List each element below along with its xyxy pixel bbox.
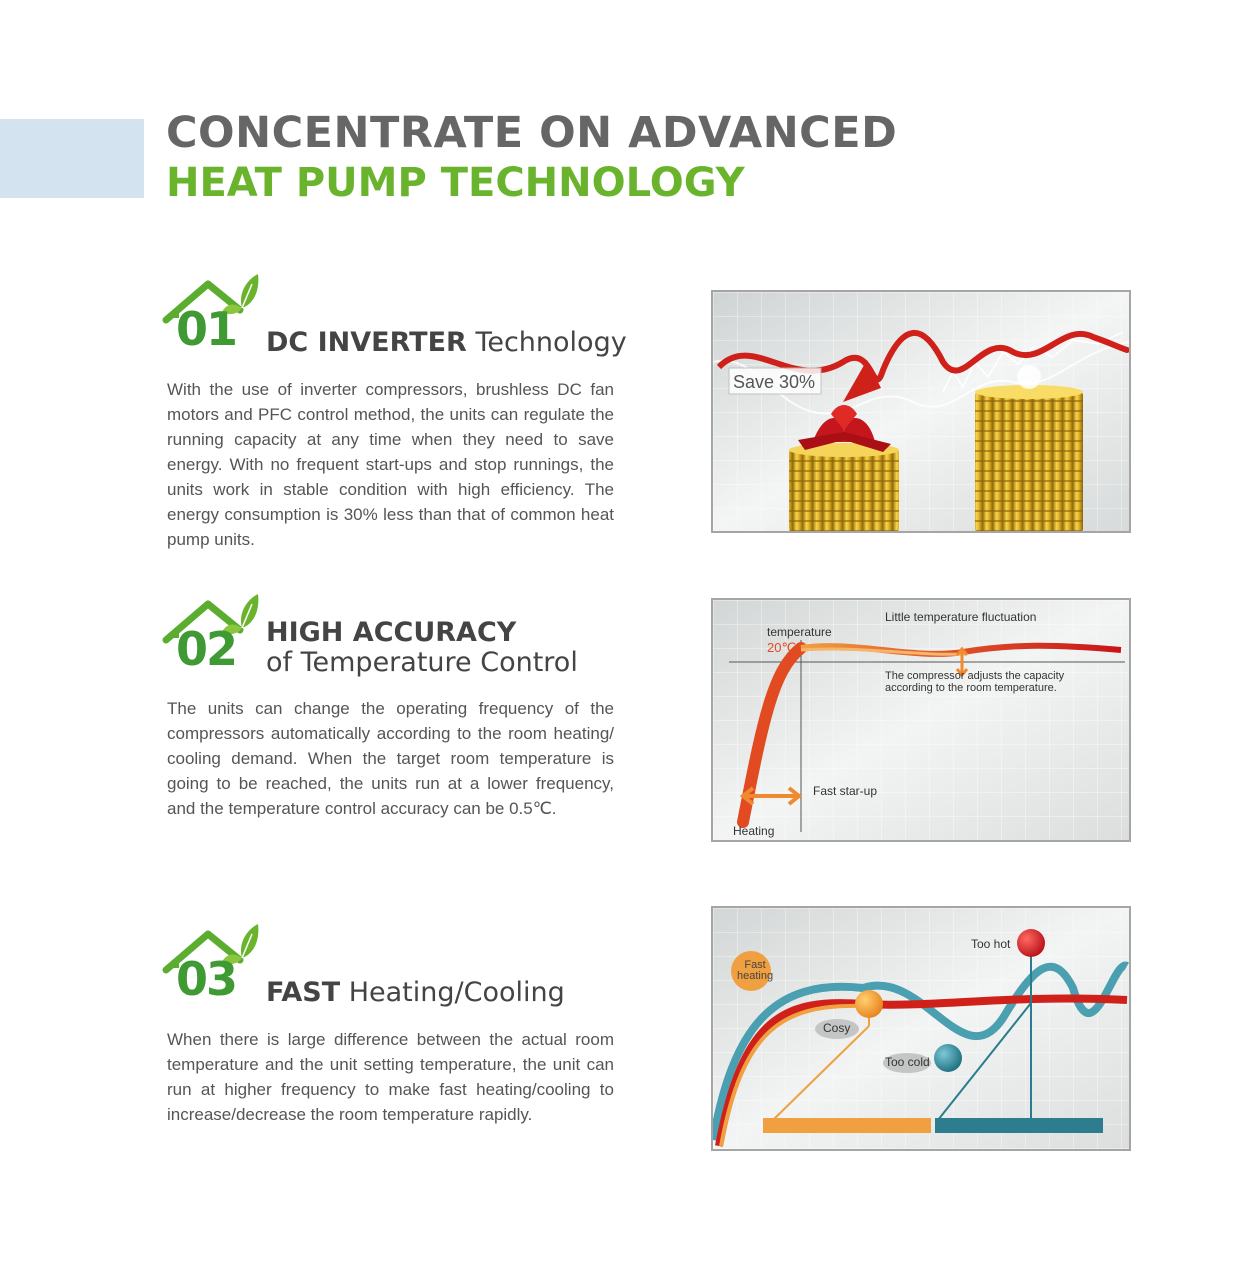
setpoint-label: 20℃ bbox=[767, 640, 797, 655]
house-leaf-icon bbox=[162, 272, 262, 362]
compressor-note bbox=[885, 670, 1064, 694]
feature-title bbox=[266, 328, 627, 358]
fast-heating-line-2: heating bbox=[737, 970, 774, 982]
energy-saving-image bbox=[711, 290, 1131, 533]
fast-start-label: Fast star-up bbox=[813, 784, 878, 798]
headline-line-1: CONCENTRATE ON ADVANCED bbox=[166, 108, 898, 158]
feature-title-rest: Technology bbox=[475, 327, 627, 358]
temperature-axis-label: temperature bbox=[767, 625, 832, 639]
feature-description: With the use of inverter compressors, brushless DC fan motors and PFC control method, the units can regulate the running capacity at any time when they need to save energy. With no frequent start-ups and stop runnings, the units work in stable condition with high efficiency. The energy consumption is 30% less than that of common heat pump units. bbox=[167, 380, 614, 549]
feature-title bbox=[266, 978, 565, 1008]
compressor-note-line-2: according to the room temperature. bbox=[885, 682, 1057, 694]
too-hot-label: Too hot bbox=[971, 937, 1011, 951]
save-label: Save 30% bbox=[733, 372, 816, 392]
fluctuation-label: Little temperature fluctuation bbox=[885, 610, 1037, 624]
feature-title-bold: DC INVERTER bbox=[266, 327, 467, 358]
feature-title-bold: FAST bbox=[266, 977, 341, 1008]
header-accent-bar bbox=[0, 119, 144, 198]
feature-title-rest: of Temperature Control bbox=[266, 647, 578, 678]
fast-heating-line-1: Fast bbox=[744, 959, 766, 971]
feature-number: 02 bbox=[176, 622, 237, 676]
temperature-accuracy-image bbox=[711, 598, 1131, 842]
feature-title-bold: HIGH ACCURACY bbox=[266, 617, 517, 648]
house-leaf-icon bbox=[162, 922, 262, 1012]
feature-number: 03 bbox=[176, 952, 237, 1006]
feature-description: When there is large difference between the actual room temperature and the unit setting temperature, the unit can run at higher frequency to make fast heating/cooling to increase/decrease the room temperature rapidly. bbox=[167, 1030, 614, 1124]
feature-title bbox=[266, 618, 578, 678]
house-leaf-icon bbox=[162, 592, 262, 682]
headline-line-2: HEAT PUMP TECHNOLOGY bbox=[166, 160, 745, 206]
feature-title-rest: Heating/Cooling bbox=[348, 977, 565, 1008]
cosy-label: Cosy bbox=[823, 1021, 851, 1035]
fast-heating-badge bbox=[737, 960, 773, 982]
feature-description: The units can change the operating frequency of the compressors automatically according to the room heating/ cooling demand. When the target room temperature is going to be reached, the units run at a lower frequency, and the temperature control accuracy can be 0.5℃. bbox=[167, 699, 614, 818]
feature-number: 01 bbox=[176, 302, 237, 356]
compressor-note-line-1: The compressor adjusts the capacity bbox=[885, 670, 1065, 682]
too-cold-label: Too cold bbox=[885, 1055, 930, 1069]
fast-heating-image bbox=[711, 906, 1131, 1151]
heating-label: Heating bbox=[733, 824, 775, 838]
